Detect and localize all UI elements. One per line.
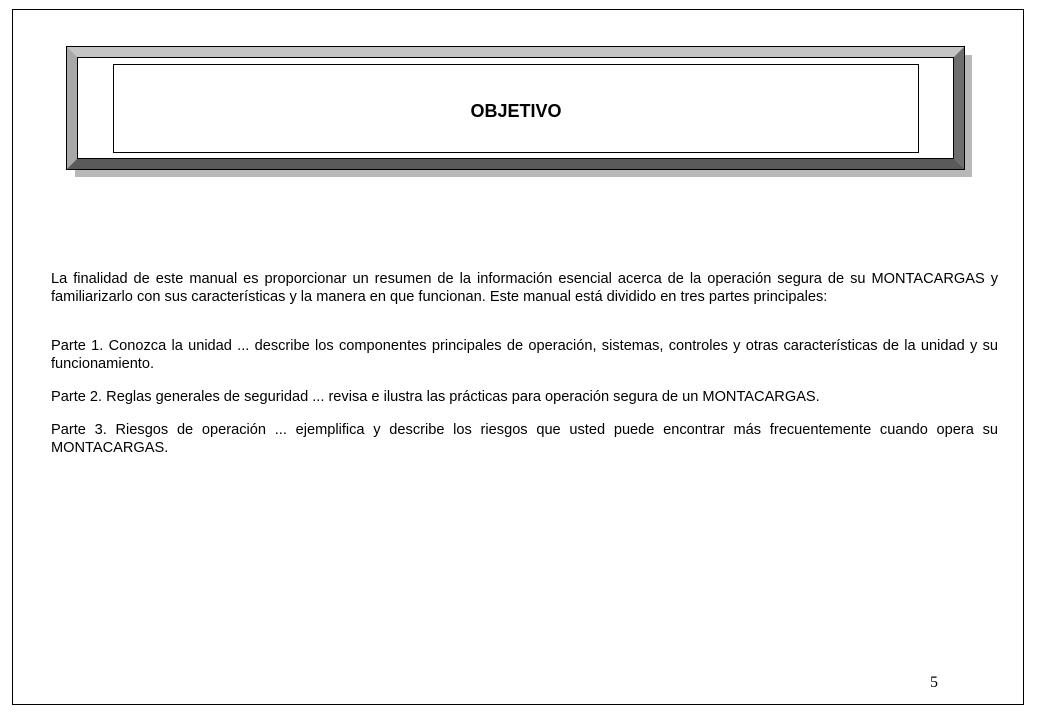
part-2-paragraph: Parte 2. Reglas generales de seguridad ... revisa e ilustra las prácticas para operación segura de un MONTACARGAS. [51, 389, 820, 405]
page-number: 5 [930, 674, 938, 691]
part-3-paragraph: Parte 3. Riesgos de operación ... ejemplifica y describe los riesgos que usted puede encontrar más frecuentemente cuando opera su MONTACARGAS. [51, 422, 998, 456]
body-text [51, 270, 998, 472]
part-1-paragraph: Parte 1. Conozca la unidad ... describe los componentes principales de operación, sistemas, controles y otras características de la unidad y su funcionamiento. [51, 338, 998, 372]
page-title: OBJETIVO [470, 101, 562, 121]
intro-paragraph: La finalidad de este manual es proporcionar un resumen de la información esencial acerca de la operación segura de su MONTACARGAS y familiarizarlo con sus características y la manera en que funcionan. Este manual está dividido en tres partes principales: [51, 271, 998, 305]
